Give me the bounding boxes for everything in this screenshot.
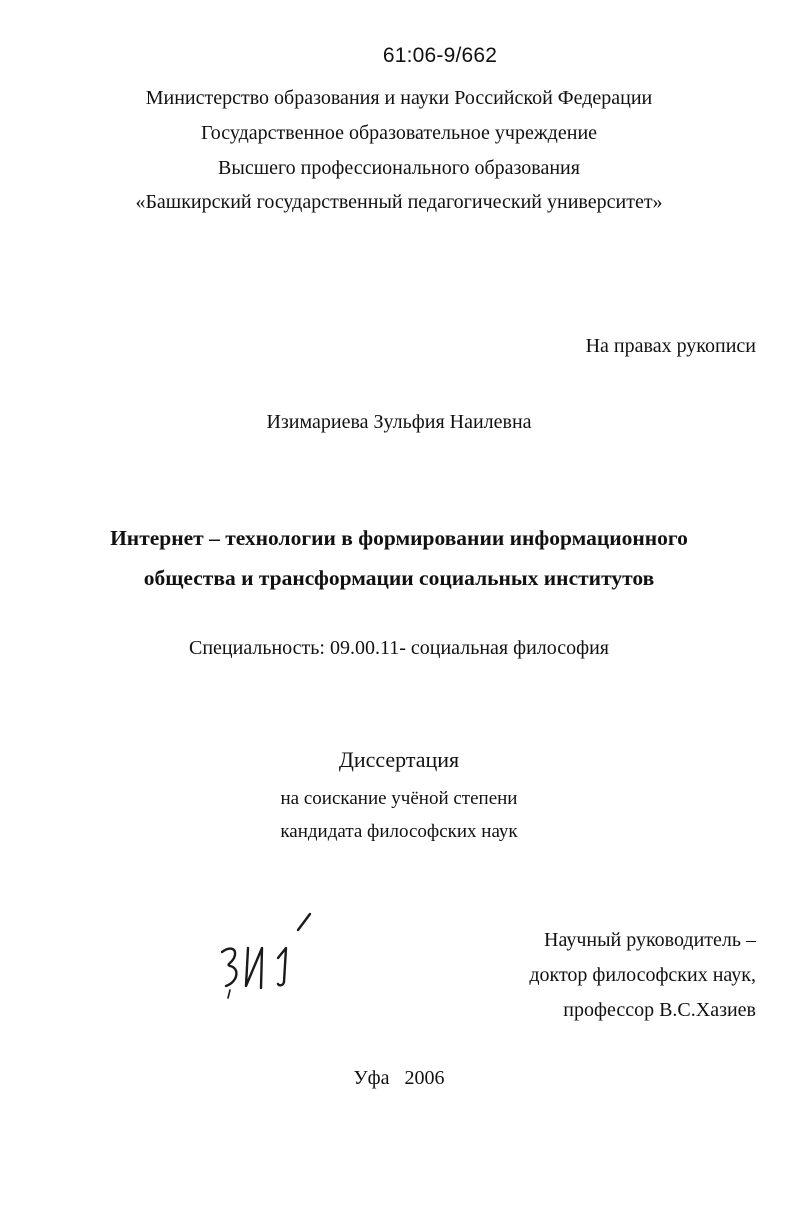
- institution-line-4: «Башкирский государственный педагогический университет»: [135, 191, 663, 213]
- manuscript-note: На правах рукописи: [585, 335, 756, 357]
- supervisor-line-2: доктор философских наук,: [529, 964, 756, 986]
- dissertation-heading: Диссертация: [338, 747, 460, 772]
- library-code: 61:06-9/662: [382, 44, 498, 67]
- handwritten-note-icon: [212, 902, 322, 1012]
- specialty: Специальность: 09.00.11- социальная философия: [189, 637, 609, 659]
- degree-line-1: на соискание учёной степени: [280, 788, 518, 809]
- author-name: Изимариева Зульфия Наилевна: [266, 411, 532, 433]
- degree-line-2: кандидата философских наук: [280, 821, 518, 842]
- supervisor-line-3: профессор В.С.Хазиев: [563, 999, 756, 1021]
- city-year: [0, 1067, 798, 1090]
- supervisor-line-1: Научный руководитель –: [544, 929, 756, 951]
- city-year-text: Уфа 2006: [353, 1067, 445, 1089]
- institution-line-3: Высшего профессионального образования: [218, 157, 580, 179]
- title-line-2: общества и трансформации социальных институтов: [143, 566, 655, 590]
- title-line-1: Интернет – технологии в формировании информационного: [110, 526, 688, 550]
- institution-line-2: Государственное образовательное учреждение: [200, 122, 598, 144]
- institution-line-1: Министерство образования и науки Российской Федерации: [145, 87, 653, 109]
